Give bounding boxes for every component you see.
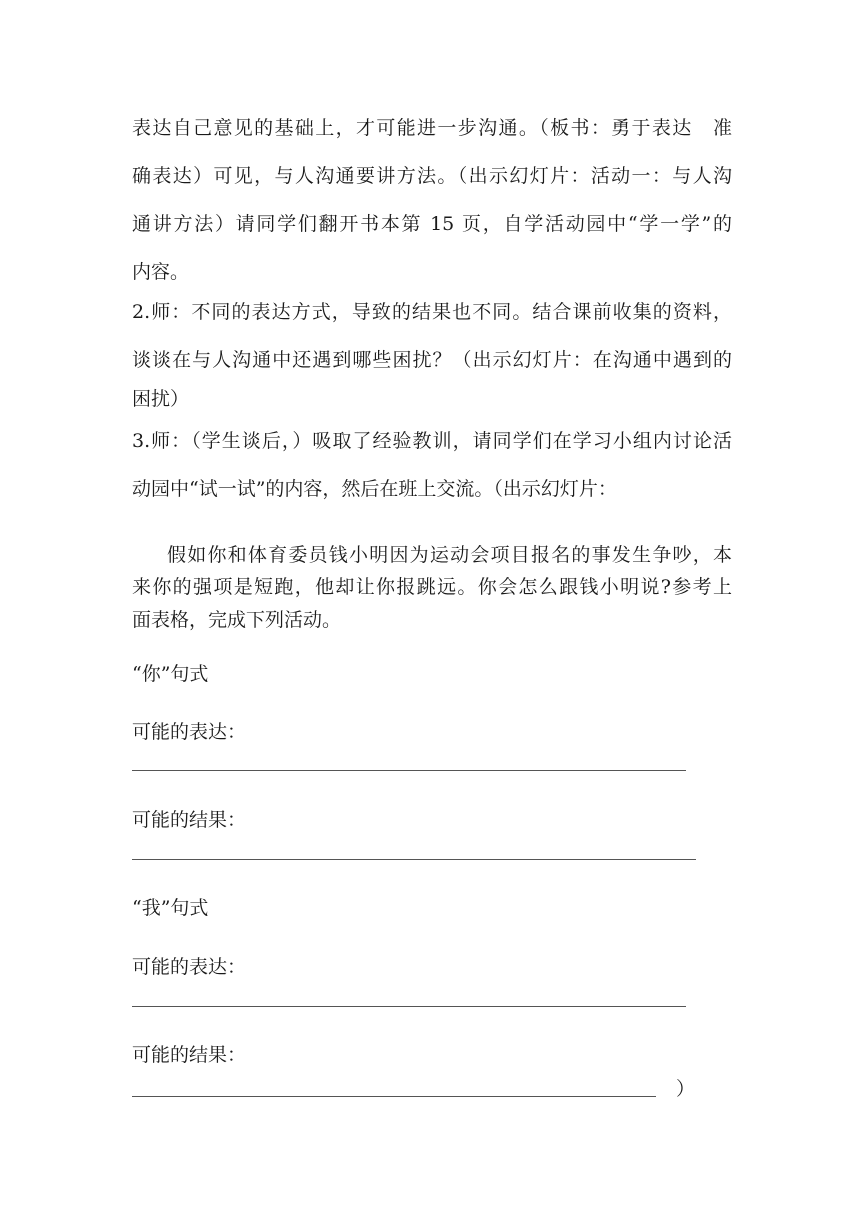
paragraph-line: 通讲方法）请同学们翻开书本第 15 页，自学活动园中“学一学”的 xyxy=(132,213,732,235)
scenario-line: 面表格，完成下列活动。 xyxy=(132,609,342,631)
scenario-line: 来你的强项是短跑，他却让你报跳远。你会怎么跟钱小明说?参考上 xyxy=(132,576,732,598)
item-2-line: 2.师：不同的表达方式，导致的结果也不同。结合课前收集的资料， xyxy=(132,301,732,323)
you-result-label: 可能的结果： xyxy=(132,809,247,831)
me-result-label: 可能的结果： xyxy=(132,1044,247,1066)
me-form-heading: “我”句式 xyxy=(132,897,209,919)
me-result-blank[interactable] xyxy=(132,1096,656,1097)
item-2-line: 谈谈在与人沟通中还遇到哪些困扰？（出示幻灯片：在沟通中遇到的 xyxy=(132,349,732,371)
scenario-line: 假如你和体育委员钱小明因为运动会项目报名的事发生争吵，本 xyxy=(167,544,732,566)
item-3-line: 动园中“试一试”的内容，然后在班上交流。（出示幻灯片： xyxy=(132,478,617,500)
me-expression-blank[interactable] xyxy=(132,1006,686,1007)
closing-paren: ） xyxy=(676,1078,696,1100)
paragraph-line: 确表达）可见，与人沟通要讲方法。（出示幻灯片：活动一：与人沟 xyxy=(132,165,732,187)
item-2-line: 困扰） xyxy=(132,388,190,410)
you-form-heading: “你”句式 xyxy=(132,663,209,685)
paragraph-line: 表达自己意见的基础上，才可能进一步沟通。（板书：勇于表达 准 xyxy=(132,117,732,139)
me-expression-label: 可能的表达： xyxy=(132,956,247,978)
you-result-blank[interactable] xyxy=(132,859,696,860)
item-3-line: 3.师：（学生谈后，）吸取了经验教训，请同学们在学习小组内讨论活 xyxy=(132,430,732,452)
you-expression-label: 可能的表达： xyxy=(132,721,247,743)
you-expression-blank[interactable] xyxy=(132,770,686,771)
paragraph-line: 内容。 xyxy=(132,261,190,283)
